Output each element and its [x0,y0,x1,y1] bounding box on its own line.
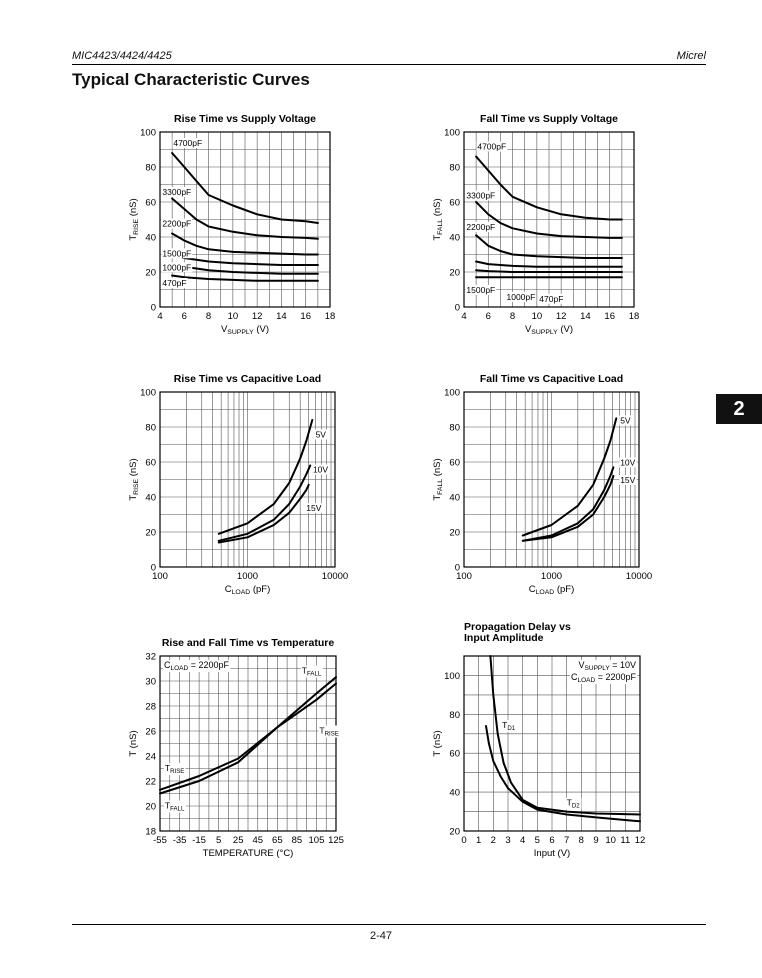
chart-fall-vs-supply [420,112,664,336]
x-tick-label: 11 [620,835,631,846]
x-tick-label: 10 [531,311,543,322]
x-tick-label: 1 [476,835,482,846]
y-tick-label: 24 [145,751,156,763]
y-tick-label: 0 [454,562,460,574]
x-tick-label: 85 [291,835,303,846]
chart-svg [116,372,360,600]
x-tick-label: 0 [461,835,467,846]
x-tick-label: 105 [308,835,325,846]
series-label-1500pf: 1500pF [466,285,496,295]
chart-prop-delay-vs-input [420,621,664,862]
x-tick-label: 10 [605,835,616,846]
x-tick-label: 125 [328,835,344,846]
x-axis-label: Input (V) [533,848,571,859]
running-header-company: Micrel [676,50,706,62]
header-rule [72,64,706,65]
x-tick-label: 3 [505,835,511,846]
x-tick-label: -15 [192,835,206,846]
series-label-15v: 15V [306,503,322,513]
y-tick-label: 40 [145,492,156,504]
y-tick-label: 20 [145,267,156,279]
chart-rise-vs-supply [116,112,360,336]
y-tick-label: 20 [449,267,460,279]
y-tick-label: 80 [145,422,156,434]
series-label-trise-left: $T_{RISE}$ [164,763,185,775]
x-tick-label: 7 [564,835,570,846]
chart-rise-fall-vs-temp [116,634,360,862]
footer-rule [72,924,706,925]
x-tick-label: 10000 [321,571,349,582]
x-axis-label: $C_{LOAD}$ (pF) [224,584,271,596]
y-tick-label: 80 [449,422,460,434]
grid [160,656,339,831]
y-tick-label: 20 [449,527,460,539]
x-tick-label: 8 [205,311,212,322]
y-tick-label: 22 [145,776,156,788]
y-tick-label: 60 [449,457,460,469]
x-tick-label: 12 [251,311,263,322]
y-tick-label: 40 [449,787,460,799]
series-label-tfall: $T_{FALL}$ [301,665,322,678]
series-label-5v: 5V [315,429,326,440]
x-tick-label: 2 [490,835,496,846]
chart-rise-vs-load [116,372,360,600]
y-tick-label: 26 [145,726,156,738]
x-tick-label: 8 [578,835,584,846]
y-axis-label: $T_{FALL}$ (nS) [432,458,444,501]
x-tick-label: 100 [152,571,168,582]
x-tick-label: 9 [593,835,599,846]
series-label-470pf: 470pF [162,278,187,288]
x-tick-label: 14 [580,311,591,322]
chart-svg [116,634,360,862]
y-axis-label: $T_{RISE}$ (nS) [128,458,140,501]
x-axis-label: $V_{SUPPLY}$ (V) [524,324,574,336]
grid [160,392,335,567]
chart-svg [420,372,664,600]
series-label-2200pf: 2200pF [466,222,496,232]
series-line-td2 [486,726,640,821]
y-tick-label: 18 [145,826,156,838]
y-axis-label: T (nS) [432,730,443,757]
series-label-470pf: 470pF [539,293,564,304]
x-tick-label: 4 [520,835,526,846]
y-tick-label: 0 [150,562,156,574]
x-tick-label: 8 [509,311,516,322]
y-axis-label: T (nS) [128,730,139,757]
series-label-4700pf: 4700pF [173,138,203,148]
section-tab: 2 [716,394,762,424]
chart-title: Fall Time vs Supply Voltage [480,113,618,125]
x-tick-label: 12 [634,835,646,846]
y-tick-label: 60 [145,457,156,469]
running-header-part-number: MIC4423/4424/4425 [72,50,172,62]
series-label-3300pf: 3300pF [162,187,192,197]
x-axis-label: $V_{SUPPLY}$ (V) [220,324,270,336]
series-label-1000pf: 1000pF [506,292,536,302]
x-tick-label: 6 [549,835,555,846]
series-label-10v: 10V [620,457,636,468]
x-tick-label: 18 [628,311,640,322]
y-tick-label: 28 [145,701,156,713]
x-tick-label: 5 [534,835,540,846]
x-tick-label: 65 [272,835,283,846]
y-tick-label: 40 [449,232,460,244]
y-tick-label: 20 [145,801,156,813]
x-tick-label: 16 [604,311,616,322]
x-tick-label: 4 [157,311,163,322]
series-line-5v [523,418,617,535]
y-tick-label: 0 [150,302,156,314]
y-tick-label: 80 [449,162,460,174]
series-label-td1: $T_{D1}$ [502,719,516,732]
y-tick-label: 60 [145,197,156,209]
y-tick-label: 100 [140,127,156,139]
page-number: 2-47 [369,930,393,942]
y-tick-label: 80 [145,162,156,174]
y-axis-label: $T_{FALL}$ (nS) [432,198,444,241]
y-tick-label: 20 [449,826,460,838]
series-label-tfall-left: $T_{FALL}$ [164,800,185,813]
y-tick-label: 100 [444,387,460,399]
series-label-1000pf: 1000pF [162,262,192,273]
y-tick-label: 32 [145,651,156,663]
x-tick-label: 6 [485,311,491,322]
y-tick-label: 20 [145,527,156,539]
x-tick-label: 4 [461,311,467,322]
x-axis-label: $C_{LOAD}$ (pF) [528,584,575,596]
y-tick-label: 40 [145,232,156,244]
x-tick-label: 16 [300,311,312,322]
x-tick-label: 18 [324,311,336,322]
series-line-5v [219,420,312,534]
x-tick-label: 5 [216,835,222,846]
x-tick-label: 1000 [236,571,259,582]
chart-annotation: $V_{SUPPLY} = 10V$ [578,660,636,672]
chart-title: Propagation Delay vs [464,621,571,633]
chart-annotation: $C_{LOAD} = 2200pF$ [164,660,229,672]
x-tick-label: 6 [181,311,187,322]
chart-svg [116,112,360,336]
x-tick-label: -55 [153,835,167,846]
series-label-10v: 10V [312,464,329,475]
section-title: Typical Characteristic Curves [72,70,310,89]
x-tick-label: -35 [172,835,187,846]
x-tick-label: 45 [252,835,264,846]
y-tick-label: 60 [449,748,460,760]
x-tick-label: 10000 [625,571,653,582]
x-axis-label: TEMPERATURE (°C) [202,848,294,859]
x-tick-label: 10 [227,311,239,322]
y-axis-label: $T_{RISE}$ (nS) [128,198,140,241]
y-tick-label: 100 [444,127,460,139]
series-label-1500pf: 1500pF [162,248,192,259]
series-label-trise: $T_{RISE}$ [319,725,339,738]
chart-title: Rise Time vs Supply Voltage [174,113,316,125]
series-label-5v: 5V [620,415,631,426]
x-tick-label: 14 [276,311,287,322]
chart-svg [420,621,664,862]
series-label-4700pf: 4700pF [477,141,507,152]
chart-title: Fall Time vs Capacitive Load [479,373,624,385]
chart-fall-vs-load [420,372,664,600]
chart-title: Rise Time vs Capacitive Load [173,373,322,385]
chart-title: Input Amplitude [464,632,544,644]
x-tick-label: 1000 [540,571,563,582]
y-tick-label: 80 [449,709,460,721]
x-tick-label: 12 [555,311,567,322]
series-label-3300pf: 3300pF [466,190,496,201]
y-tick-label: 0 [454,302,460,314]
y-tick-label: 100 [444,670,460,682]
series-label-15v: 15V [620,475,636,485]
x-tick-label: 100 [456,571,472,582]
chart-svg [420,112,664,336]
x-tick-label: 25 [232,835,244,846]
y-tick-label: 40 [449,492,460,504]
series-label-td2: $T_{D2}$ [566,797,580,810]
chart-annotation: $C_{LOAD} = 2200pF$ [571,672,636,684]
y-tick-label: 30 [145,676,156,688]
series-label-2200pf: 2200pF [162,218,192,229]
y-tick-label: 100 [140,387,156,399]
y-tick-label: 60 [449,197,460,209]
chart-title: Rise and Fall Time vs Temperature [161,637,335,649]
